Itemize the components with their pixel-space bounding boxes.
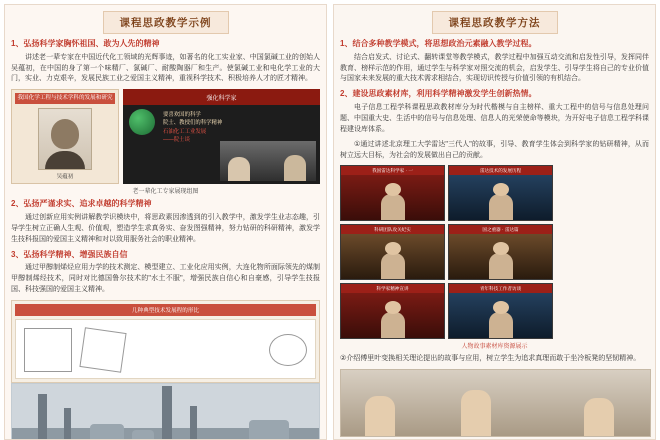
left-column: [4, 4, 327, 440]
media-cell-image: [341, 293, 444, 338]
right-section-2-paragraph-1: 电子信息工程学科课程思政教材库分为时代楷模与自主榜样、重大工程中的信号与信息处理问题、中国重大史、生活中的信号与信息处理、信息人的光荣使命等模块，为开好电子信息工程学科课程建设库体系。: [340, 104, 649, 133]
media-cell-label: 雷达技术的发展历程: [449, 166, 552, 175]
chemist-name-caption: 吴蕴初: [56, 174, 74, 181]
storage-tank-1: [90, 424, 124, 440]
lecture-person-2: [461, 390, 491, 436]
molecule-diagram-2: [79, 327, 126, 372]
media-cell-label: 科研团队攻关纪实: [341, 225, 444, 234]
media-cell[interactable]: [340, 165, 445, 221]
chemists-card: [11, 89, 320, 184]
media-cell[interactable]: [340, 283, 445, 339]
play-indicator-icon: [129, 109, 155, 135]
video-line-3: 石油化工工业发展: [163, 128, 207, 135]
video-people-image: [220, 141, 316, 181]
media-grid: [340, 165, 649, 339]
person-silhouette: [489, 253, 513, 279]
person-silhouette: [489, 312, 513, 338]
media-cell-image: [449, 293, 552, 338]
right-section-2-paragraph-2: ①通过讲述北京理工大学雷达"三代人"的故事，引导、教育学生体会到科学家的钻研精神，从而树立远大目标，为社会的发展做出自己的贡献。: [340, 140, 649, 159]
media-cell[interactable]: [448, 165, 553, 221]
right-section-1-paragraph: 结合启发式、讨论式、翻转课堂等教学模式，教学过程中加强互动交流和启发性引导，发挥同伴教育、榜样示范的作用，通过学生与科学家对照交流的机会，启发学生、引导学生将自己的专业价值与国家未来发展的重大技术需求相结合，实现切识传授与价值引领的有机结合。: [340, 53, 649, 83]
media-cell-image: [449, 234, 552, 279]
video-line-2: 院士、教授们的科学精神: [163, 120, 223, 127]
person-silhouette: [489, 194, 513, 220]
video-highlight: ——院士谈: [163, 136, 190, 143]
video-overlay-text: [163, 111, 316, 143]
chemist-video-panel[interactable]: [123, 89, 320, 184]
storage-tank-2: [132, 430, 154, 440]
media-cell-label: 科学家精神宣讲: [341, 284, 444, 293]
chart-card-body: [15, 319, 316, 379]
chimney-4: [190, 406, 197, 440]
media-cell-label: 国之重器 · 雷达篇: [449, 225, 552, 234]
molecule-diagram-1: [24, 328, 72, 372]
media-cell-image: [341, 234, 444, 279]
right-title-band: [340, 11, 649, 34]
right-column: [333, 4, 656, 440]
lecture-photo: [340, 369, 651, 437]
media-cell-image: [449, 175, 552, 220]
chart-card-title: 几种典型技术发展程的形比: [15, 304, 316, 316]
left-title-band: [11, 11, 320, 34]
media-cell[interactable]: [448, 224, 553, 280]
left-section-3-paragraph: 通过甲醇制烯烃应用力学的技术测定、模型建立、工业化应用实例，大连化物所面际领先的煤制甲醇制烯经技术，同时对比德国鲁尔技术的"水土不服"，增强民族自信心和自豪感，引导学生技报国、科技强国的爱国主义精神。: [11, 264, 320, 294]
figure-chemists: [11, 89, 320, 195]
media-grid-caption: 人物故事素材库资源展示: [461, 344, 528, 351]
media-cell[interactable]: [340, 224, 445, 280]
right-section-2-heading: 2、建设思政素材库，利用科学精神激发学生创新热情。: [340, 89, 537, 99]
right-section-1-heading: 1、结合多种教学模式，将思想政治元素融入教学过程。: [340, 39, 537, 48]
media-cell-label: 青年科技工作者访谈: [449, 284, 552, 293]
left-section-2-heading: 2、弘扬严谨求实、追求卓越的科学精神: [11, 199, 152, 209]
video-line-1: 要喜欢国的科学: [163, 112, 201, 119]
person-silhouette: [381, 253, 405, 279]
left-column-title: 课程思政教学示例: [103, 11, 229, 34]
lecture-person-3: [584, 398, 614, 436]
chemist-portrait-card: [11, 89, 119, 184]
right-section-2-paragraph-3: ②介绍傅里叶变换相关理论提出的故事与应用，树立学生为追求真理而敢于坐冷板凳的坚韧精神。: [340, 355, 641, 363]
media-cell-image: [341, 175, 444, 220]
chemist-portrait-image: [38, 108, 92, 170]
left-section-1-heading: 1、弘扬科学家胸怀祖国、敢为人先的精神: [11, 39, 160, 48]
chimney-2: [64, 408, 71, 440]
chimney-3: [162, 386, 172, 440]
left-section-3-heading: 3、弘扬科学精神、增强民族自信: [11, 249, 128, 259]
molecule-diagram-3: [269, 334, 307, 366]
lecture-person-1: [365, 396, 395, 436]
figure-technology-comparison: [11, 300, 320, 383]
person-silhouette: [381, 312, 405, 338]
media-cell-label: 我国雷达科学家 · 一: [341, 166, 444, 175]
figure-chemists-caption: 老一辈化工专家展现组图: [132, 189, 199, 196]
media-cell[interactable]: [448, 283, 553, 339]
right-column-title: 课程思政教学方法: [432, 11, 558, 34]
factory-photo: [11, 383, 320, 440]
person-silhouette: [381, 194, 405, 220]
chimney-1: [38, 394, 47, 440]
left-section-2-paragraph: 通过创新应用实例讲解教学识模块中，将思政素因渗透到的引入教学中，激发学生业志态趣，引导学生树立正确人生观、价值观，塑造学生求真务实、奋发图强精神，努力钻研的科研精神，激发学生技科报国的爱国主义精神和对以致用服务社会的职业精神。: [11, 214, 320, 243]
left-section-1-paragraph: 讲述老一辈专家在中国近代化工领域的光辉事迹，如著名的化工实业家、中国氯碱工业的创始人吴蕴初，在中国的身了第一个味精厂、氯碱厂、耐酸陶器厂和生产。使氯碱工业和电化学工业的大门，实业、力克艰辛，发展民族工业之爱国主义精神，重视科学技术、积极培养人才的匠才精神。: [11, 53, 320, 83]
storage-tank-3: [249, 420, 289, 440]
video-banner-label: 强化科学家: [123, 89, 320, 105]
chemist-card-title: 我国化学工程与技术学科的发展和研究: [15, 93, 115, 104]
